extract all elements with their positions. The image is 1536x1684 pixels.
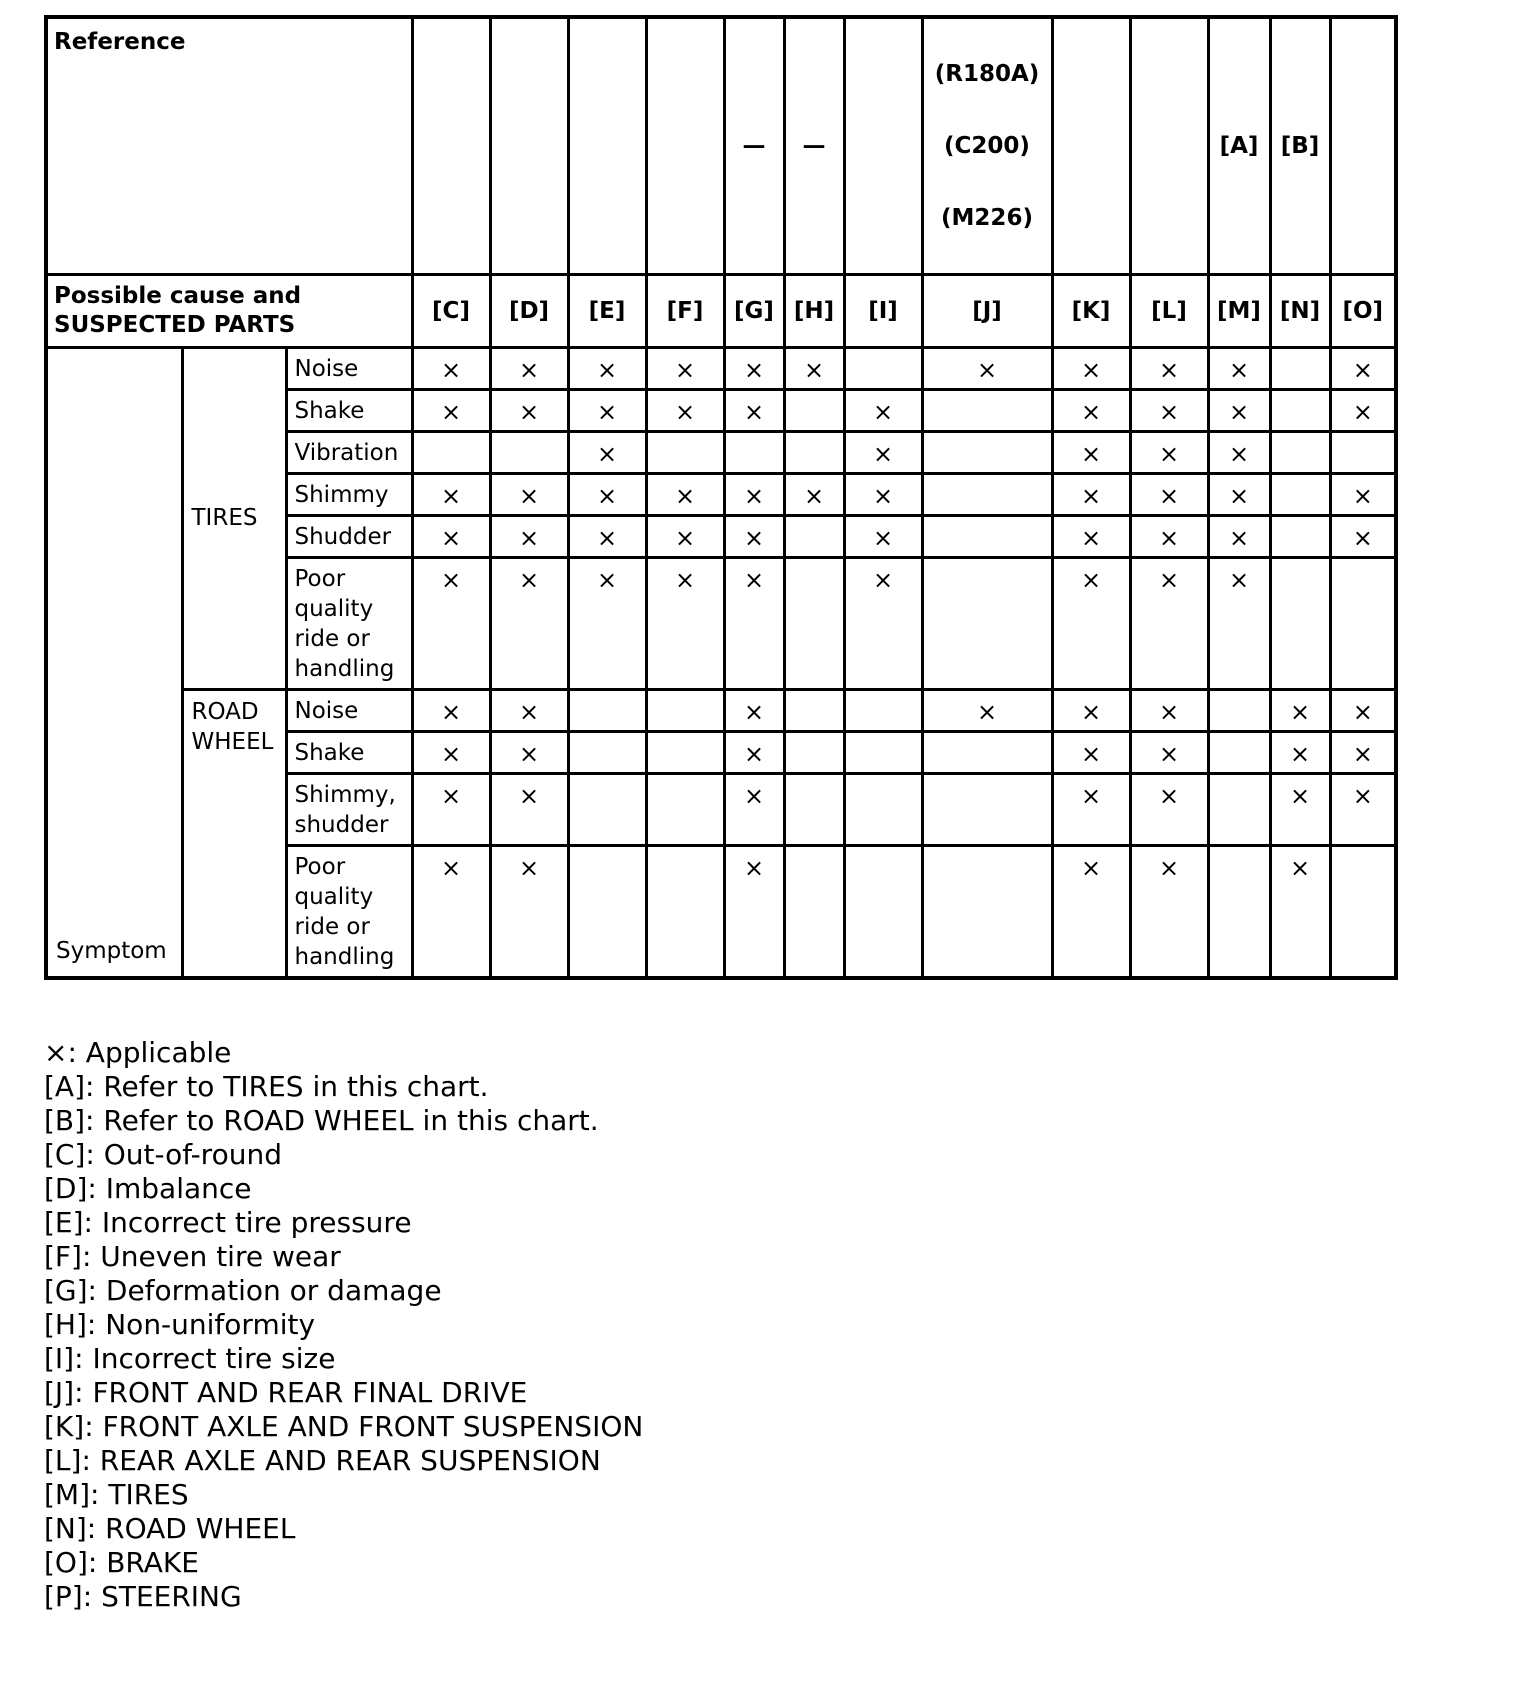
applicable-mark: × bbox=[568, 557, 646, 689]
empty-cell bbox=[922, 845, 1052, 978]
symptom-name: Poor quality ride or handling bbox=[286, 557, 412, 689]
empty-cell bbox=[784, 845, 844, 978]
applicable-mark: × bbox=[724, 773, 784, 845]
cause-row bbox=[46, 274, 1396, 347]
symptom-name: Noise bbox=[286, 689, 412, 731]
group-label: ROAD WHEEL bbox=[182, 689, 286, 978]
empty-cell bbox=[1330, 845, 1396, 978]
applicable-mark: × bbox=[1130, 515, 1208, 557]
legend-note: [H]: Non-uniformity bbox=[44, 1308, 316, 1341]
applicable-mark: × bbox=[1330, 515, 1396, 557]
applicable-mark: × bbox=[568, 431, 646, 473]
reference-cell bbox=[412, 17, 490, 274]
applicable-mark: × bbox=[1130, 773, 1208, 845]
applicable-mark: × bbox=[412, 389, 490, 431]
applicable-mark: × bbox=[1052, 431, 1130, 473]
legend-note: [J]: FRONT AND REAR FINAL DRIVE bbox=[44, 1376, 528, 1409]
applicable-mark: × bbox=[1052, 845, 1130, 978]
applicable-mark: × bbox=[568, 389, 646, 431]
symptom-name: Poor quality ride or handling bbox=[286, 845, 412, 978]
applicable-mark: × bbox=[646, 515, 724, 557]
empty-cell bbox=[844, 347, 922, 389]
applicable-mark: × bbox=[1330, 347, 1396, 389]
applicable-mark: × bbox=[1052, 515, 1130, 557]
cause-label-line: SUSPECTED PARTS bbox=[54, 311, 296, 338]
applicable-mark: × bbox=[1130, 347, 1208, 389]
empty-cell bbox=[784, 557, 844, 689]
applicable-mark: × bbox=[1330, 689, 1396, 731]
empty-cell bbox=[844, 731, 922, 773]
symptom-name: Shimmy bbox=[286, 473, 412, 515]
reference-value: [A] bbox=[1219, 132, 1259, 159]
applicable-mark: × bbox=[646, 473, 724, 515]
reference-cell bbox=[844, 17, 922, 274]
applicable-mark: × bbox=[490, 773, 568, 845]
applicable-mark: × bbox=[1052, 773, 1130, 845]
symptom-row bbox=[46, 347, 1396, 389]
applicable-mark: × bbox=[1130, 389, 1208, 431]
applicable-mark: × bbox=[646, 389, 724, 431]
empty-cell bbox=[844, 689, 922, 731]
reference-cell bbox=[1330, 17, 1396, 274]
applicable-mark: × bbox=[412, 689, 490, 731]
empty-cell bbox=[568, 689, 646, 731]
symptom-label: Symptom bbox=[46, 347, 182, 978]
applicable-mark: × bbox=[1052, 347, 1130, 389]
empty-cell bbox=[922, 557, 1052, 689]
empty-cell bbox=[1330, 557, 1396, 689]
applicable-mark: × bbox=[724, 515, 784, 557]
applicable-mark: × bbox=[844, 431, 922, 473]
cause-code: [D] bbox=[490, 274, 568, 347]
applicable-mark: × bbox=[568, 515, 646, 557]
reference-label: Reference bbox=[46, 17, 412, 274]
legend-note: [D]: Imbalance bbox=[44, 1172, 252, 1205]
reference-cell bbox=[568, 17, 646, 274]
empty-cell bbox=[922, 515, 1052, 557]
group-label: TIRES bbox=[182, 347, 286, 689]
empty-cell bbox=[646, 845, 724, 978]
applicable-mark: × bbox=[1052, 389, 1130, 431]
cause-code: [G] bbox=[724, 274, 784, 347]
empty-cell bbox=[1208, 845, 1270, 978]
applicable-mark: × bbox=[1208, 515, 1270, 557]
empty-cell bbox=[784, 431, 844, 473]
reference-value: (C200) bbox=[944, 132, 1030, 159]
reference-value: (R180A) bbox=[934, 60, 1040, 87]
applicable-mark: × bbox=[1052, 731, 1130, 773]
empty-cell bbox=[1208, 731, 1270, 773]
cause-code: [K] bbox=[1052, 274, 1130, 347]
empty-cell bbox=[646, 431, 724, 473]
applicable-mark: × bbox=[724, 731, 784, 773]
cause-code: [M] bbox=[1208, 274, 1270, 347]
reference-cell bbox=[1052, 17, 1130, 274]
empty-cell bbox=[1270, 347, 1330, 389]
applicable-mark: × bbox=[1130, 845, 1208, 978]
applicable-mark: × bbox=[784, 347, 844, 389]
cause-code: [F] bbox=[646, 274, 724, 347]
empty-cell bbox=[724, 431, 784, 473]
applicable-mark: × bbox=[490, 347, 568, 389]
empty-cell bbox=[646, 773, 724, 845]
applicable-mark: × bbox=[1130, 431, 1208, 473]
empty-cell bbox=[922, 473, 1052, 515]
cause-code: [H] bbox=[784, 274, 844, 347]
reference-cell bbox=[724, 17, 784, 274]
applicable-mark: × bbox=[724, 845, 784, 978]
symptom-name: Shimmy, shudder bbox=[286, 773, 412, 845]
reference-cell bbox=[490, 17, 568, 274]
symptom-name: Shake bbox=[286, 389, 412, 431]
legend-note: [B]: Refer to ROAD WHEEL in this chart. bbox=[44, 1104, 599, 1137]
diagnosis-chart bbox=[44, 15, 1398, 980]
empty-cell bbox=[1208, 689, 1270, 731]
applicable-mark: × bbox=[724, 473, 784, 515]
reference-value: — bbox=[742, 132, 766, 159]
applicable-mark: × bbox=[490, 845, 568, 978]
empty-cell bbox=[1270, 431, 1330, 473]
applicable-mark: × bbox=[412, 515, 490, 557]
legend-note: [L]: REAR AXLE AND REAR SUSPENSION bbox=[44, 1444, 601, 1477]
reference-cell bbox=[784, 17, 844, 274]
applicable-mark: × bbox=[1208, 347, 1270, 389]
empty-cell bbox=[412, 431, 490, 473]
cause-label bbox=[46, 274, 412, 347]
applicable-mark: × bbox=[490, 557, 568, 689]
applicable-mark: × bbox=[412, 845, 490, 978]
cause-code: [J] bbox=[922, 274, 1052, 347]
empty-cell bbox=[784, 689, 844, 731]
applicable-mark: × bbox=[490, 689, 568, 731]
applicable-mark: × bbox=[646, 347, 724, 389]
empty-cell bbox=[922, 731, 1052, 773]
applicable-mark: × bbox=[1052, 557, 1130, 689]
legend-note: [A]: Refer to TIRES in this chart. bbox=[44, 1070, 489, 1103]
legend-note: ×: Applicable bbox=[44, 1036, 232, 1069]
legend-note: [E]: Incorrect tire pressure bbox=[44, 1206, 412, 1239]
applicable-mark: × bbox=[724, 689, 784, 731]
reference-cell bbox=[1208, 17, 1270, 274]
empty-cell bbox=[922, 431, 1052, 473]
legend-notes bbox=[44, 1036, 643, 1614]
empty-cell bbox=[1330, 431, 1396, 473]
legend-note: [C]: Out-of-round bbox=[44, 1138, 282, 1171]
applicable-mark: × bbox=[1208, 431, 1270, 473]
applicable-mark: × bbox=[1052, 689, 1130, 731]
empty-cell bbox=[784, 773, 844, 845]
applicable-mark: × bbox=[844, 515, 922, 557]
applicable-mark: × bbox=[1208, 557, 1270, 689]
applicable-mark: × bbox=[412, 731, 490, 773]
applicable-mark: × bbox=[1208, 389, 1270, 431]
applicable-mark: × bbox=[1130, 731, 1208, 773]
empty-cell bbox=[844, 773, 922, 845]
cause-label-line: Possible cause and bbox=[54, 282, 302, 309]
empty-cell bbox=[568, 773, 646, 845]
applicable-mark: × bbox=[412, 773, 490, 845]
cause-code: [O] bbox=[1330, 274, 1396, 347]
applicable-mark: × bbox=[490, 389, 568, 431]
cause-code: [C] bbox=[412, 274, 490, 347]
applicable-mark: × bbox=[922, 689, 1052, 731]
reference-value: (M226) bbox=[941, 204, 1033, 231]
legend-note: [P]: STEERING bbox=[44, 1580, 242, 1613]
empty-cell bbox=[784, 731, 844, 773]
applicable-mark: × bbox=[490, 473, 568, 515]
empty-cell bbox=[784, 389, 844, 431]
reference-cell bbox=[1270, 17, 1330, 274]
empty-cell bbox=[568, 845, 646, 978]
applicable-mark: × bbox=[568, 473, 646, 515]
applicable-mark: × bbox=[1330, 773, 1396, 845]
symptom-name: Shake bbox=[286, 731, 412, 773]
legend-note: [M]: TIRES bbox=[44, 1478, 189, 1511]
applicable-mark: × bbox=[412, 473, 490, 515]
applicable-mark: × bbox=[412, 347, 490, 389]
symptom-name: Noise bbox=[286, 347, 412, 389]
symptom-row bbox=[46, 689, 1396, 731]
empty-cell bbox=[1270, 515, 1330, 557]
applicable-mark: × bbox=[1130, 689, 1208, 731]
symptom-name: Vibration bbox=[286, 431, 412, 473]
legend-note: [K]: FRONT AXLE AND FRONT SUSPENSION bbox=[44, 1410, 644, 1443]
empty-cell bbox=[1208, 773, 1270, 845]
applicable-mark: × bbox=[490, 731, 568, 773]
applicable-mark: × bbox=[1270, 689, 1330, 731]
applicable-mark: × bbox=[922, 347, 1052, 389]
empty-cell bbox=[1270, 389, 1330, 431]
empty-cell bbox=[784, 515, 844, 557]
empty-cell bbox=[922, 773, 1052, 845]
applicable-mark: × bbox=[784, 473, 844, 515]
applicable-mark: × bbox=[1052, 473, 1130, 515]
legend-note: [F]: Uneven tire wear bbox=[44, 1240, 341, 1273]
applicable-mark: × bbox=[724, 557, 784, 689]
reference-value: [B] bbox=[1280, 132, 1320, 159]
legend-note: [N]: ROAD WHEEL bbox=[44, 1512, 296, 1545]
legend-note: [O]: BRAKE bbox=[44, 1546, 199, 1579]
applicable-mark: × bbox=[1270, 845, 1330, 978]
empty-cell bbox=[490, 431, 568, 473]
legend-note: [I]: Incorrect tire size bbox=[44, 1342, 336, 1375]
empty-cell bbox=[646, 731, 724, 773]
legend-note: [G]: Deformation or damage bbox=[44, 1274, 442, 1307]
applicable-mark: × bbox=[1330, 389, 1396, 431]
empty-cell bbox=[646, 689, 724, 731]
reference-cell bbox=[922, 17, 1052, 274]
cause-code: [N] bbox=[1270, 274, 1330, 347]
applicable-mark: × bbox=[1130, 557, 1208, 689]
reference-cell bbox=[1130, 17, 1208, 274]
applicable-mark: × bbox=[724, 347, 784, 389]
applicable-mark: × bbox=[844, 389, 922, 431]
applicable-mark: × bbox=[1270, 731, 1330, 773]
applicable-mark: × bbox=[490, 515, 568, 557]
applicable-mark: × bbox=[1130, 473, 1208, 515]
empty-cell bbox=[1270, 557, 1330, 689]
reference-value: — bbox=[802, 132, 826, 159]
applicable-mark: × bbox=[844, 557, 922, 689]
empty-cell bbox=[922, 389, 1052, 431]
applicable-mark: × bbox=[646, 557, 724, 689]
reference-row bbox=[46, 17, 1396, 274]
symptom-name: Shudder bbox=[286, 515, 412, 557]
empty-cell bbox=[1270, 473, 1330, 515]
empty-cell bbox=[568, 731, 646, 773]
cause-code: [E] bbox=[568, 274, 646, 347]
applicable-mark: × bbox=[724, 389, 784, 431]
cause-code: [L] bbox=[1130, 274, 1208, 347]
cause-code: [I] bbox=[844, 274, 922, 347]
applicable-mark: × bbox=[1330, 731, 1396, 773]
applicable-mark: × bbox=[412, 557, 490, 689]
applicable-mark: × bbox=[844, 473, 922, 515]
reference-cell bbox=[646, 17, 724, 274]
applicable-mark: × bbox=[1208, 473, 1270, 515]
applicable-mark: × bbox=[568, 347, 646, 389]
empty-cell bbox=[844, 845, 922, 978]
applicable-mark: × bbox=[1270, 773, 1330, 845]
applicable-mark: × bbox=[1330, 473, 1396, 515]
